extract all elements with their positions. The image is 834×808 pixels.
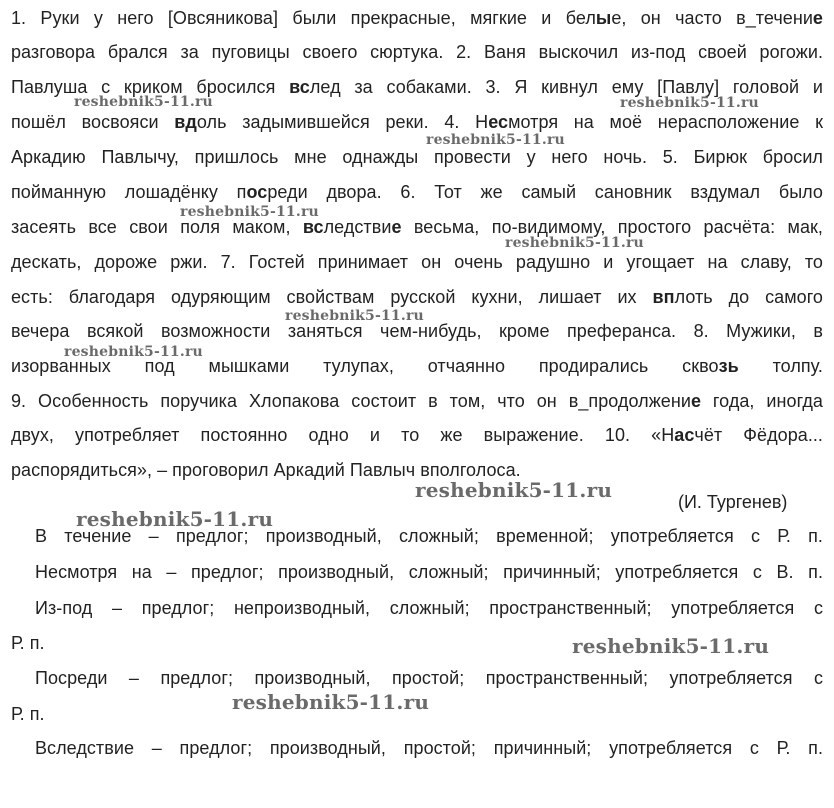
highlighted-letters: е [812, 8, 823, 28]
analysis-line: Р. п. [11, 633, 45, 653]
text-segment: толпу. [738, 356, 823, 376]
text-line [11, 146, 823, 168]
highlighted-letters: е [690, 391, 701, 411]
text-segment: дескать, дороже ржи. 7. Гостей принимает он очень радушно и угощает на славу, то [11, 252, 823, 272]
text-segment: двух, употребляет постоянно одно и то же выражение. 10. «Н [11, 425, 675, 445]
watermark: reshebnik5-11.ru [76, 507, 274, 531]
text-segment: разговора брался за пуговицы своего сюртука. 2. Ваня выскочил из-под своей рогожи. [11, 42, 823, 62]
watermark: reshebnik5-11.ru [620, 95, 759, 111]
text-segment: года, иногда [701, 391, 823, 411]
highlighted-letters: вд [174, 112, 197, 132]
text-segment: весьма, по-видимому, простого расчёта: мак, [401, 217, 823, 237]
highlighted-letters: ос [246, 182, 268, 202]
watermark: reshebnik5-11.ru [64, 344, 203, 360]
text-segment: мотря на моё нерасположение к [508, 112, 823, 132]
watermark: reshebnik5-11.ru [572, 634, 770, 658]
text-segment: пошёл восвояси [11, 112, 175, 132]
text-line [11, 390, 823, 412]
analysis-line: Посреди – предлог; производный, простой; пространственный; употребляется с [35, 668, 823, 688]
text-line [11, 424, 823, 446]
text-segment: изорванных под мышками тулупах, отчаянно продирались скво [11, 356, 719, 376]
watermark: reshebnik5-11.ru [426, 132, 565, 148]
analysis-line: В течение – предлог; производный, сложный; временной; употребляется с Р. п. [35, 526, 823, 546]
text-segment: 1. Руки у него [Овсяникова] были прекрасные, мягкие и бел [11, 8, 596, 28]
highlighted-letters: ы [595, 8, 612, 28]
analysis-line: Вследствие – предлог; производный, простой; причинный; употребляется с Р. п. [35, 738, 823, 758]
text-segment: вечера всякой возможности заняться чем-нибудь, кроме преферанса. 8. Мужики, в [11, 321, 823, 341]
watermark: reshebnik5-11.ru [180, 204, 319, 220]
text-line [11, 181, 823, 203]
source-attribution: (И. Тургенев) [678, 492, 788, 512]
text-line [11, 286, 823, 308]
highlighted-letters: е [391, 217, 402, 237]
text-line [11, 216, 823, 238]
text-segment: оль задымившейся реки. 4. Н [196, 112, 489, 132]
highlighted-letters: вс [289, 77, 310, 97]
watermark: reshebnik5-11.ru [74, 94, 213, 110]
highlighted-letters: ес [488, 112, 509, 132]
text-segment: Аркадию Павлычу, пришлось мне однажды провести у него ночь. 5. Бирюк бросил [11, 147, 823, 167]
watermark: reshebnik5-11.ru [232, 690, 430, 714]
analysis-line: Р. п. [11, 704, 45, 724]
text-line [11, 111, 823, 133]
text-segment: есть: благодаря одуряющим свойствам русской кухни, лишает их [11, 287, 653, 307]
text-segment: засеять все свои поля маком, [11, 217, 303, 237]
text-segment: лед за собаками. 3. Я кивнул ему [Павлу] головой и [309, 77, 823, 97]
text-segment: е, он часто в_течени [611, 8, 813, 28]
text-segment: реди двора. 6. Тот же самый сановник вздумал было [267, 182, 823, 202]
text-line [11, 251, 823, 273]
text-segment: 9. Особенность поручика Хлопакова состоит в том, что он в_продолжени [11, 391, 691, 411]
highlighted-letters: зь [718, 356, 739, 376]
text-segment: распорядиться», – проговорил Аркадий Павлыч вполголоса. [11, 460, 521, 480]
text-segment: пойманную лошадёнку п [11, 182, 247, 202]
text-line [11, 7, 823, 29]
text-segment: Павлуша с криком бросился [11, 77, 290, 97]
analysis-line: Из-под – предлог; непроизводный, сложный; пространственный; употребляется с [35, 598, 823, 618]
watermark: reshebnik5-11.ru [505, 235, 644, 251]
text-line [11, 41, 823, 63]
watermark: reshebnik5-11.ru [415, 478, 613, 502]
watermark: reshebnik5-11.ru [285, 308, 424, 324]
text-segment: чёт Фёдора... [694, 425, 823, 445]
analysis-line: Несмотря на – предлог; производный, сложный; причинный; употребляется с В. п. [35, 562, 823, 582]
text-segment: ледстви [323, 217, 392, 237]
highlighted-letters: ас [674, 425, 695, 445]
text-segment: лоть до самого [674, 287, 823, 307]
highlighted-letters: вс [302, 217, 324, 237]
highlighted-letters: вп [652, 287, 675, 307]
